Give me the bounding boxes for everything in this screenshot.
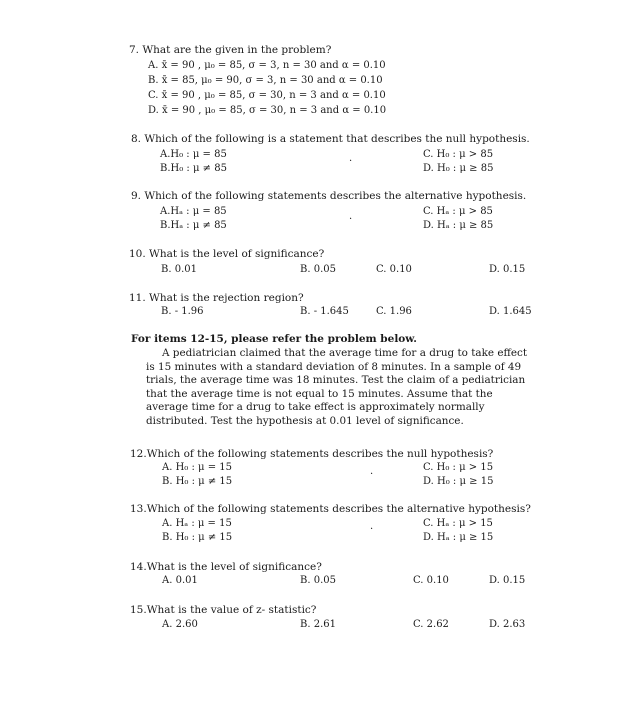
q9-option-a: A.Hₐ : μ = 85 — [160, 206, 227, 217]
q11-option-a: B. - 1.96 — [161, 306, 204, 317]
problem-line: is 15 minutes with a standard deviation of 8 minutes. In a sample of 49 — [146, 360, 522, 373]
q7-option-a: A. x̄ = 90 , μ₀ = 85, σ = 3, n = 30 and α = 0.10 — [148, 60, 386, 71]
q7-option-d: D. x̄ = 90 , μ₀ = 85, σ = 30, n = 3 and α = 0.10 — [148, 105, 387, 116]
q8-option-d: D. H₀ : μ ≥ 85 — [423, 163, 494, 174]
q13-option-d: D. Hₐ : μ ≥ 15 — [423, 532, 494, 543]
q10-option-a: B. 0.01 — [161, 264, 197, 275]
q12-option-b: B. H₀ : μ ≠ 15 — [162, 476, 233, 487]
section-heading: For items 12-15, please refer the problem below. — [131, 333, 417, 345]
q15-option-c: C. 2.62 — [413, 619, 449, 630]
q14-option-c: C. 0.10 — [413, 575, 449, 586]
stray-dot: . — [370, 521, 374, 532]
q14-option-d: D. 0.15 — [489, 575, 526, 586]
problem-line: average time for a drug to take effect is approximately normally — [146, 401, 485, 414]
q14-option-b: B. 0.05 — [300, 575, 336, 586]
stray-dot: . — [349, 211, 353, 222]
problem-line: distributed. Test the hypothesis at 0.01 level of significance. — [146, 414, 464, 427]
question-10: 10. What is the level of significance? — [129, 248, 325, 260]
q13-option-a: A. Hₐ : μ = 15 — [162, 518, 232, 529]
stray-dot: . — [370, 466, 374, 477]
q7-option-b: B. x̄ = 85, μ₀ = 90, σ = 3, n = 30 and α = 0.10 — [148, 75, 383, 86]
problem-line: that the average time is not equal to 15 minutes. Assume that the — [146, 387, 493, 400]
question-13: 13.Which of the following statements describes the alternative hypothesis? — [130, 503, 531, 515]
q9-option-d: D. Hₐ : μ ≥ 85 — [423, 220, 494, 231]
question-7: 7. What are the given in the problem? — [129, 44, 332, 56]
problem-line: trials, the average time was 18 minutes. Test the claim of a pediatrician — [146, 374, 526, 387]
q11-option-d: D. 1.645 — [489, 306, 532, 317]
q10-option-b: B. 0.05 — [300, 264, 336, 275]
q15-option-b: B. 2.61 — [300, 619, 336, 630]
q15-option-a: A. 2.60 — [162, 619, 198, 630]
q13-option-c: C. Hₐ : μ > 15 — [423, 518, 493, 529]
q12-option-d: D. H₀ : μ ≥ 15 — [423, 476, 494, 487]
q8-option-c: C. H₀ : μ > 85 — [423, 149, 494, 160]
q13-option-b: B. H₀ : μ ≠ 15 — [162, 532, 233, 543]
q10-option-c: C. 0.10 — [376, 264, 412, 275]
question-8: 8. Which of the following is a statement that describes the null hypothesis. — [131, 133, 530, 145]
q8-option-a: A.H₀ : μ = 85 — [160, 149, 227, 160]
question-9: 9. Which of the following statements describes the alternative hypothesis. — [131, 190, 527, 202]
q9-option-b: B.Hₐ : μ ≠ 85 — [160, 220, 227, 231]
q10-option-d: D. 0.15 — [489, 264, 526, 275]
question-12: 12.Which of the following statements describes the null hypothesis? — [130, 448, 494, 460]
q11-option-c: C. 1.96 — [376, 306, 412, 317]
q7-option-c: C. x̄ = 90 , μ₀ = 85, σ = 30, n = 3 and α = 0.10 — [148, 90, 386, 101]
question-11: 11. What is the rejection region? — [129, 292, 304, 304]
question-15: 15.What is the value of z- statistic? — [130, 604, 317, 616]
q14-option-a: A. 0.01 — [162, 575, 198, 586]
question-14: 14.What is the level of significance? — [130, 561, 322, 573]
q9-option-c: C. Hₐ : μ > 85 — [423, 206, 493, 217]
q11-option-b: B. - 1.645 — [300, 306, 349, 317]
q8-option-b: B.H₀ : μ ≠ 85 — [160, 163, 227, 174]
q15-option-d: D. 2.63 — [489, 619, 526, 630]
q12-option-a: A. H₀ : μ = 15 — [162, 462, 232, 473]
q12-option-c: C. H₀ : μ > 15 — [423, 462, 494, 473]
problem-paragraph — [146, 347, 548, 429]
problem-line: A pediatrician claimed that the average time for a drug to take effect — [162, 347, 527, 359]
stray-dot: . — [349, 153, 353, 164]
